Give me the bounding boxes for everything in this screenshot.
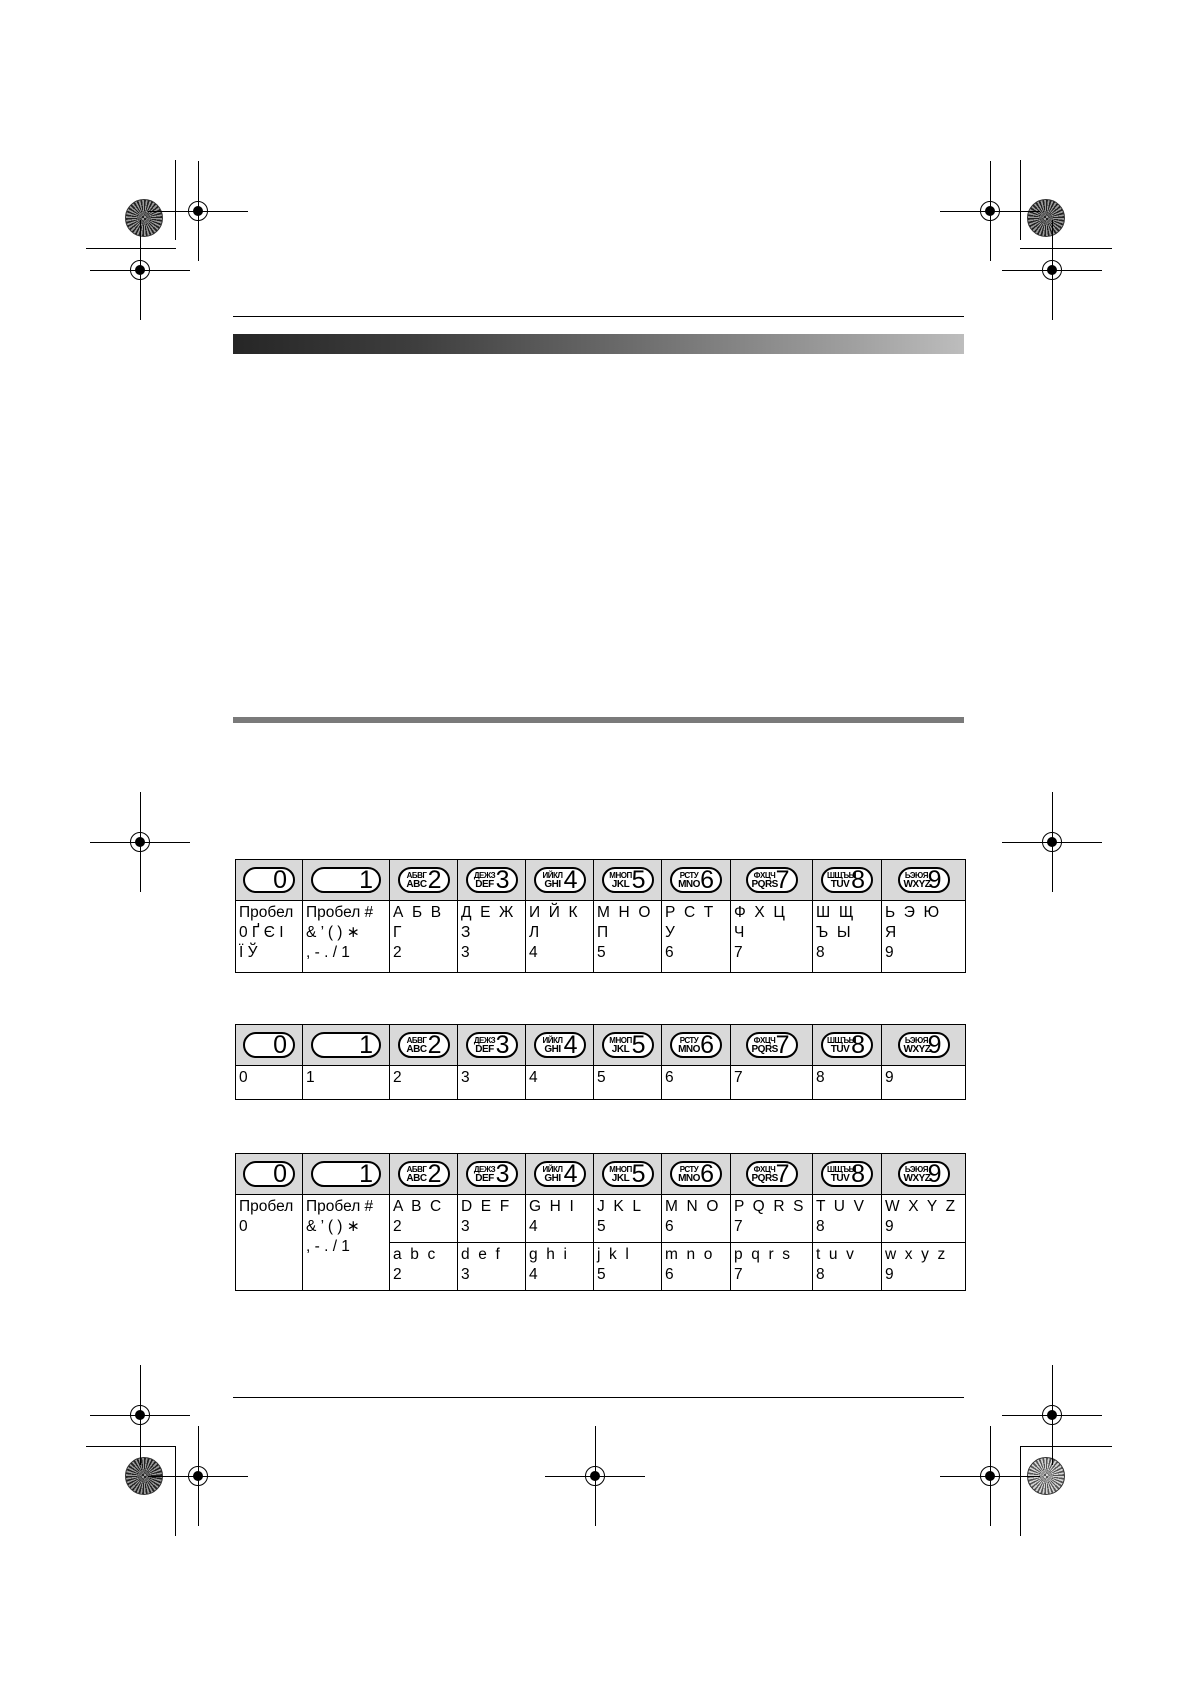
char-cell: И Й К Л 4: [526, 901, 594, 973]
key-7: ФХЦЧ PQRS 7: [746, 867, 798, 893]
char-cell: T U V 8: [813, 1195, 882, 1243]
char-cell: D E F 3: [458, 1195, 526, 1243]
character-row: [236, 1066, 966, 1100]
key-5: МНОП JKL 5: [602, 1161, 654, 1187]
key-7: ФХЦЧ PQRS 7: [746, 1032, 798, 1058]
key-9: ЬЭЮЯ WXYZ 9: [898, 1032, 950, 1058]
char-cell: m n o 6: [662, 1243, 731, 1291]
key-0: 0: [243, 1032, 295, 1058]
char-cell: Р С Т У 6: [662, 901, 731, 973]
char-cell: P Q R S 7: [731, 1195, 813, 1243]
registration-sun-top-left: [125, 199, 163, 237]
key-4: ИЙКЛ GHI 4: [534, 1032, 586, 1058]
char-cell: Ф Х Ц Ч 7: [731, 901, 813, 973]
char-cell: Пробел # & ’ ( ) ∗ , - . / 1: [303, 1195, 390, 1291]
char-cell: Ь Э Ю Я 9: [882, 901, 966, 973]
key-1: 1: [311, 867, 381, 893]
key-2: АБВГ ABC 2: [398, 867, 450, 893]
char-cell: 3: [458, 1066, 526, 1100]
key-6: РСТУ MNO 6: [670, 1161, 722, 1187]
char-cell: 9: [882, 1066, 966, 1100]
char-cell: t u v 8: [813, 1243, 882, 1291]
key-5: МНОП JKL 5: [602, 867, 654, 893]
key-9: ЬЭЮЯ WXYZ 9: [898, 867, 950, 893]
key-0: 0: [243, 867, 295, 893]
header-gradient-bar: [233, 334, 964, 354]
keypad-table-latin: [235, 1153, 966, 1291]
char-cell: Д Е Ж З 3: [458, 901, 526, 973]
key-8: ШЩЪЫ TUV 8: [821, 1032, 873, 1058]
char-cell: М Н О П 5: [594, 901, 662, 973]
crop-tick: [1020, 160, 1021, 240]
char-cell: 7: [731, 1066, 813, 1100]
key-row: [236, 1025, 966, 1066]
char-cell: A B C 2: [390, 1195, 458, 1243]
key-8: ШЩЪЫ TUV 8: [821, 867, 873, 893]
key-8: ШЩЪЫ TUV 8: [821, 1161, 873, 1187]
char-cell: d e f 3: [458, 1243, 526, 1291]
key-3: ДЕЖЗ DEF 3: [466, 1032, 518, 1058]
char-cell: G H I 4: [526, 1195, 594, 1243]
char-cell: g h i 4: [526, 1243, 594, 1291]
header-rule: [233, 316, 964, 317]
key-9: ЬЭЮЯ WXYZ 9: [898, 1161, 950, 1187]
key-2: АБВГ ABC 2: [398, 1161, 450, 1187]
character-row: [236, 901, 966, 973]
character-row-upper: [236, 1195, 966, 1243]
key-6: РСТУ MNO 6: [670, 867, 722, 893]
keypad-table-numeric: [235, 1024, 966, 1100]
char-cell: А Б В Г 2: [390, 901, 458, 973]
crop-tick: [175, 160, 176, 240]
char-cell: 8: [813, 1066, 882, 1100]
key-5: МНОП JKL 5: [602, 1032, 654, 1058]
char-cell: 4: [526, 1066, 594, 1100]
char-cell: j k l 5: [594, 1243, 662, 1291]
char-cell: 1: [303, 1066, 390, 1100]
key-row: [236, 1154, 966, 1195]
key-6: РСТУ MNO 6: [670, 1032, 722, 1058]
char-cell: Пробел 0 Ґ Є І Ї Ў: [236, 901, 303, 973]
key-7: ФХЦЧ PQRS 7: [746, 1161, 798, 1187]
crop-tick: [175, 1446, 176, 1536]
char-cell: Пробел # & ’ ( ) ∗ , - . / 1: [303, 901, 390, 973]
key-4: ИЙКЛ GHI 4: [534, 867, 586, 893]
char-cell: Пробел 0: [236, 1195, 303, 1291]
char-cell: W X Y Z 9: [882, 1195, 966, 1243]
crop-tick: [86, 1446, 176, 1447]
char-cell: a b c 2: [390, 1243, 458, 1291]
crop-tick: [1020, 248, 1112, 249]
footer-rule: [233, 1397, 964, 1398]
char-cell: 0: [236, 1066, 303, 1100]
keypad-table-cyrillic: [235, 859, 966, 973]
key-1: 1: [311, 1032, 381, 1058]
char-cell: J K L 5: [594, 1195, 662, 1243]
crop-tick: [1020, 1446, 1112, 1447]
char-cell: 5: [594, 1066, 662, 1100]
key-1: 1: [311, 1161, 381, 1187]
char-cell: 2: [390, 1066, 458, 1100]
section-divider-bar: [233, 717, 964, 723]
char-cell: w x y z 9: [882, 1243, 966, 1291]
key-3: ДЕЖЗ DEF 3: [466, 867, 518, 893]
char-cell: Ш Щ Ъ Ы 8: [813, 901, 882, 973]
key-2: АБВГ ABC 2: [398, 1032, 450, 1058]
key-3: ДЕЖЗ DEF 3: [466, 1161, 518, 1187]
crop-tick: [1020, 1446, 1021, 1536]
char-cell: p q r s 7: [731, 1243, 813, 1291]
crop-tick: [86, 248, 176, 249]
key-4: ИЙКЛ GHI 4: [534, 1161, 586, 1187]
key-0: 0: [243, 1161, 295, 1187]
key-row: [236, 860, 966, 901]
registration-sun-top-right: [1027, 199, 1065, 237]
char-cell: M N O 6: [662, 1195, 731, 1243]
char-cell: 6: [662, 1066, 731, 1100]
